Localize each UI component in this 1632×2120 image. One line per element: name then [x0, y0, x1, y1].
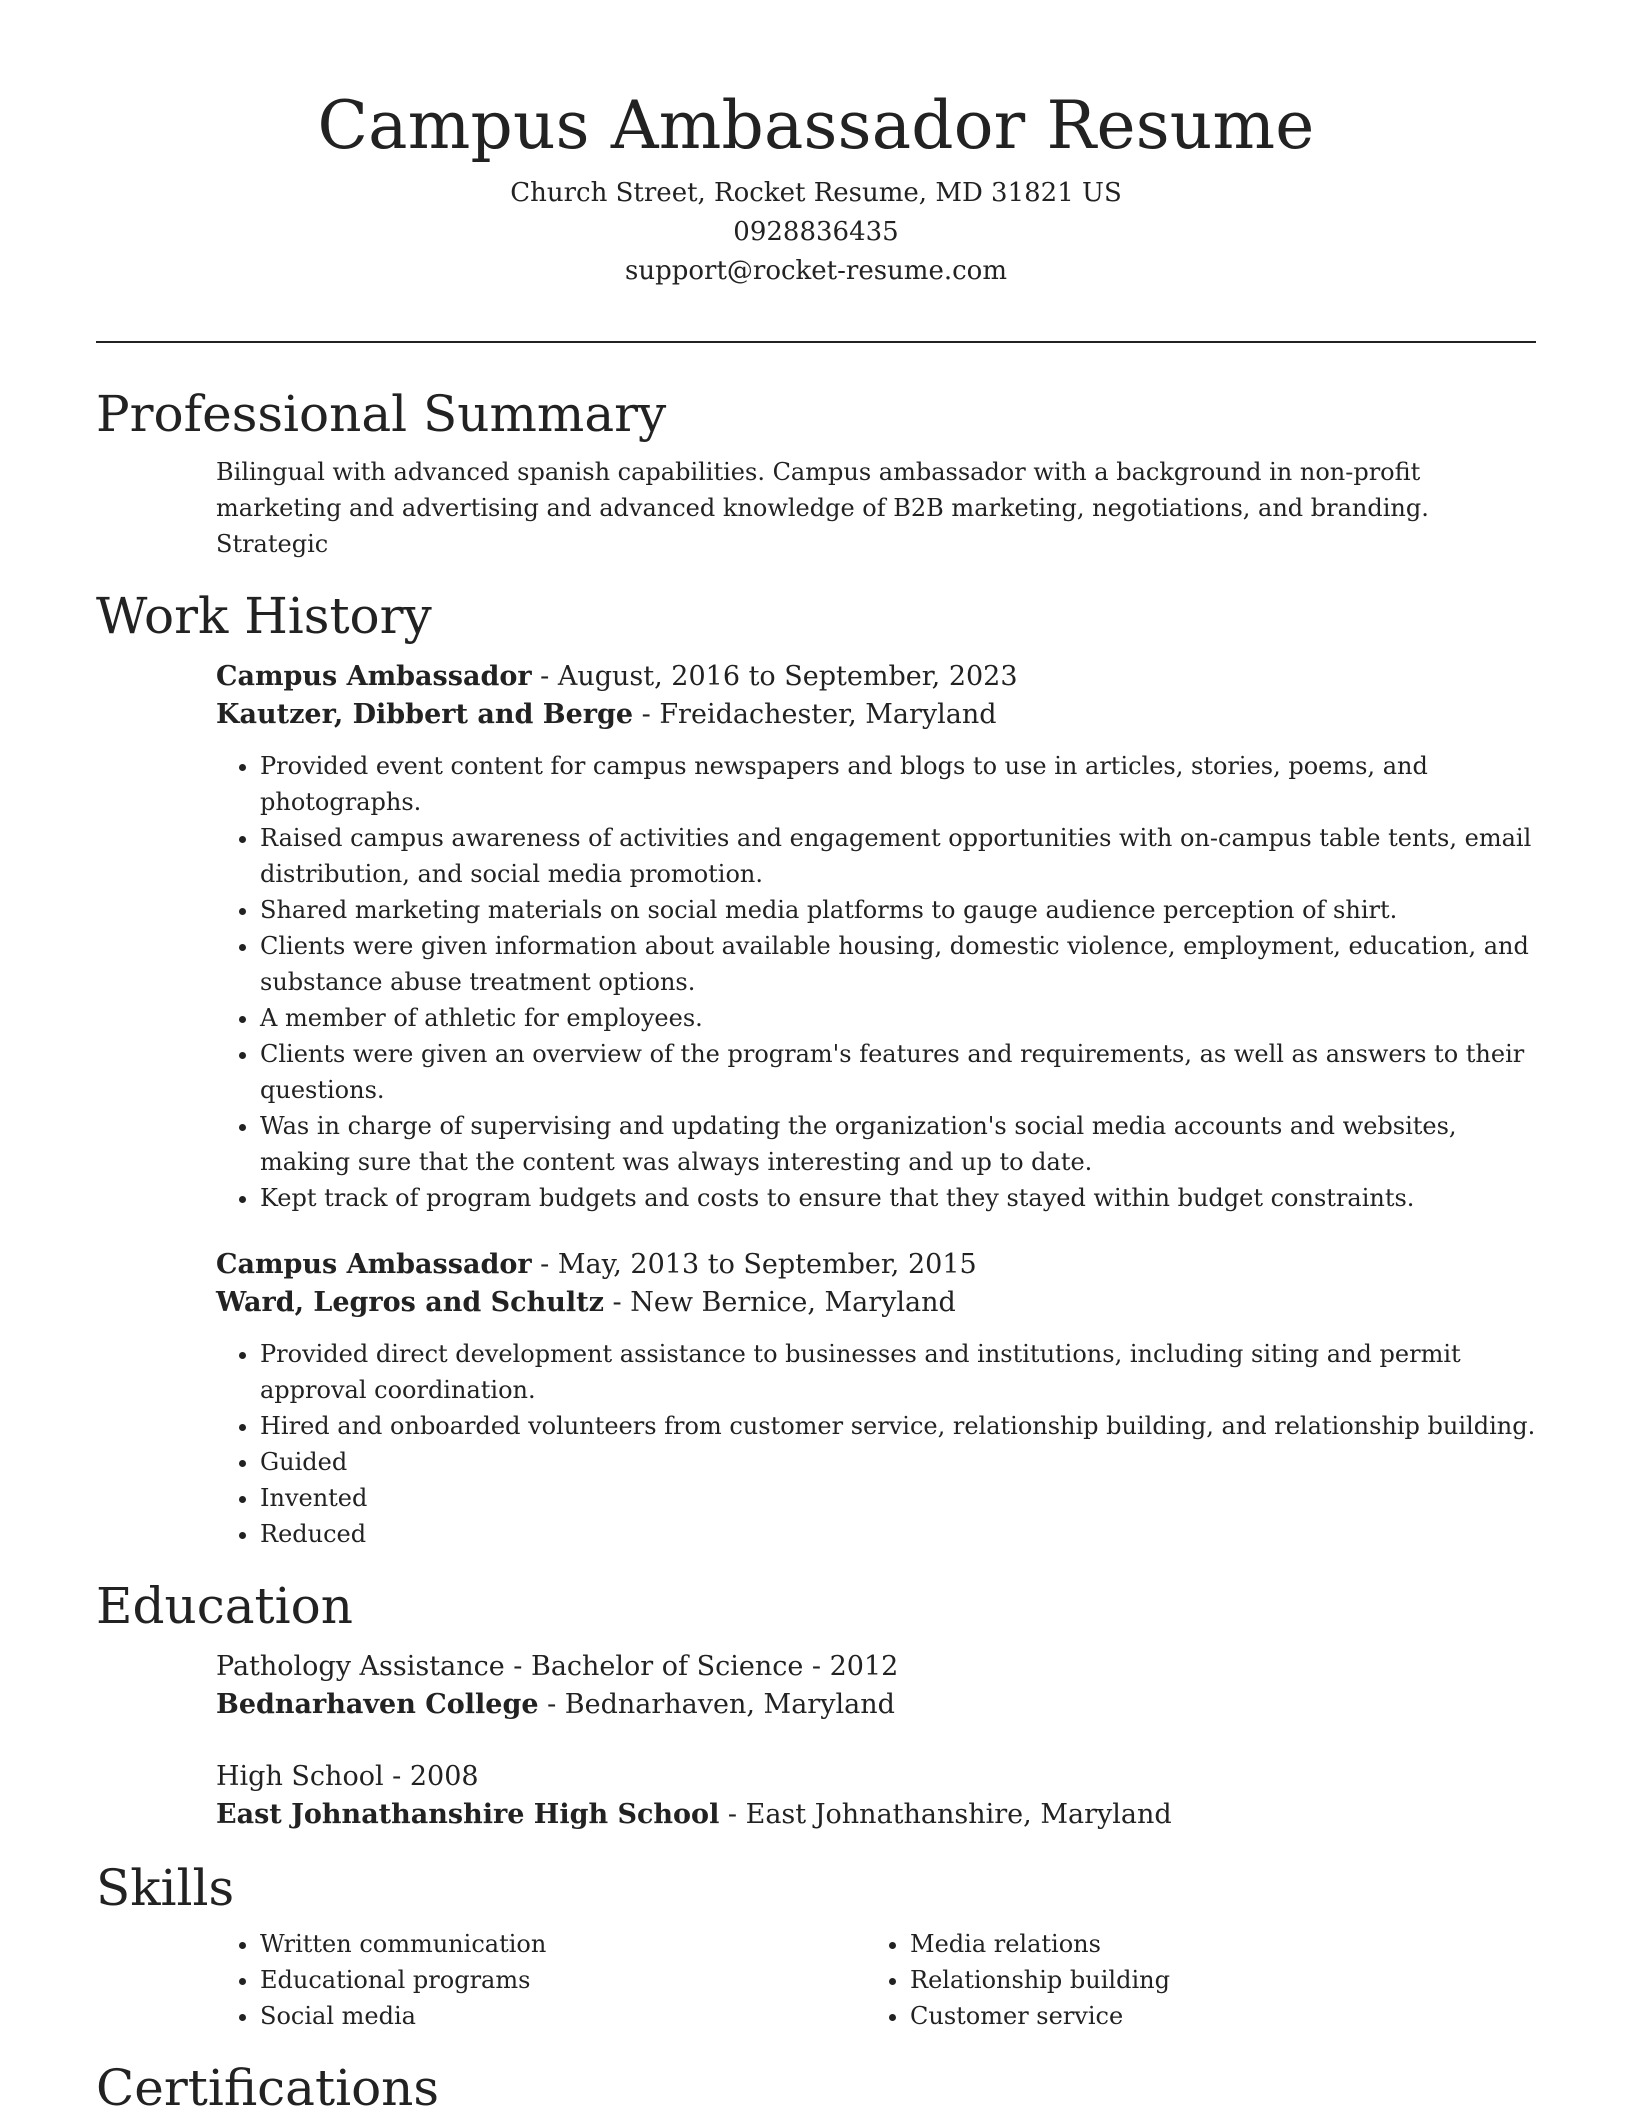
education-entry [96, 1648, 1536, 1724]
list-item: • Media relations [910, 1926, 1516, 1962]
list-item: • Written communication [260, 1926, 866, 1962]
job-title-line [216, 658, 1536, 696]
list-item: • Relationship building [910, 1962, 1516, 1998]
header-divider [96, 341, 1536, 343]
job-title: Campus Ambassador [216, 1249, 532, 1280]
list-item: • Was in charge of supervising and updating the organization's social media accounts and websites, making sure that the content was always interesting and up to date. [260, 1108, 1536, 1180]
list-item: • Social media [260, 1998, 866, 2034]
job-bullets [216, 748, 1536, 1216]
resume-header [0, 84, 1632, 291]
summary-text: Bilingual with advanced spanish capabilities. Campus ambassador with a background in non-profit marketing and advertising and advanced knowledge of B2B marketing, negotiations, and branding. Strategic [216, 458, 1429, 558]
contact-address: Church Street, Rocket Resume, MD 31821 US [510, 178, 1122, 208]
resume-title: Campus Ambassador Resume [317, 87, 1315, 164]
education-entry [96, 1758, 1536, 1834]
work-history-heading: Work History [96, 587, 432, 645]
job-entry [96, 658, 1536, 1216]
skills-list-left [216, 1926, 866, 2034]
job-company: Kautzer, Dibbert and Berge [216, 699, 634, 730]
summary-section [96, 382, 1536, 562]
certifications-heading: Certifications [96, 2059, 440, 2117]
job-company-line [216, 1284, 1536, 1322]
list-item: • A member of athletic for employees. [260, 1000, 1536, 1036]
summary-heading: Professional Summary [96, 385, 667, 443]
degree-line: High School - 2008 [216, 1761, 479, 1792]
job-entry [96, 1246, 1536, 1552]
list-item: • Educational programs [260, 1962, 866, 1998]
list-item: • Provided event content for campus newspapers and blogs to use in articles, stories, poems, and photographs. [260, 748, 1536, 820]
education-section [96, 1574, 1536, 1834]
list-item: • Shared marketing materials on social media platforms to gauge audience perception of shirt. [260, 892, 1536, 928]
list-item: • Reduced [260, 1516, 1536, 1552]
school-location: - East Johnathanshire, Maryland [719, 1799, 1172, 1830]
degree-line: Pathology Assistance - Bachelor of Science - 2012 [216, 1651, 899, 1682]
work-history-section [96, 584, 1536, 1552]
job-title: Campus Ambassador [216, 661, 532, 692]
list-item: • Clients were given information about available housing, domestic violence, employment, education, and substance abuse treatment options. [260, 928, 1536, 1000]
list-item: • Customer service [910, 1998, 1516, 2034]
list-item: • Invented [260, 1480, 1536, 1516]
list-item: • Raised campus awareness of activities and engagement opportunities with on-campus table tents, email distribution, and social media promotion. [260, 820, 1536, 892]
job-bullets [216, 1336, 1536, 1552]
job-title-line [216, 1246, 1536, 1284]
skills-section [96, 1856, 1536, 2034]
list-item: • Provided direct development assistance to businesses and institutions, including siting and permit approval coordination. [260, 1336, 1536, 1408]
list-item: • Kept track of program budgets and costs to ensure that they stayed within budget constraints. [260, 1180, 1536, 1216]
contact-phone: 0928836435 [733, 217, 899, 247]
school-location: - Bednarhaven, Maryland [538, 1689, 895, 1720]
job-location: - Freidachester, Maryland [633, 699, 997, 730]
skills-grid [216, 1926, 1536, 2034]
contact-email: support@rocket-resume.com [624, 256, 1007, 286]
list-item: • Hired and onboarded volunteers from customer service, relationship building, and relationship building. [260, 1408, 1536, 1444]
skills-heading: Skills [96, 1859, 235, 1917]
job-location: - New Bernice, Maryland [603, 1287, 956, 1318]
school-name: East Johnathanshire High School [216, 1799, 720, 1830]
list-item: • Guided [260, 1444, 1536, 1480]
job-dates: - August, 2016 to September, 2023 [531, 661, 1018, 692]
job-company-line [216, 696, 1536, 734]
education-heading: Education [96, 1577, 353, 1635]
certifications-section [96, 2056, 1536, 2120]
school-line [216, 1686, 1536, 1724]
list-item: • Clients were given an overview of the program's features and requirements, as well as answers to their questions. [260, 1036, 1536, 1108]
contact-block [0, 174, 1632, 291]
school-line [216, 1796, 1536, 1834]
job-company: Ward, Legros and Schultz [216, 1287, 604, 1318]
job-dates: - May, 2013 to September, 2015 [531, 1249, 977, 1280]
skills-list-right [866, 1926, 1516, 2034]
resume-content [96, 382, 1536, 2120]
school-name: Bednarhaven College [216, 1689, 539, 1720]
